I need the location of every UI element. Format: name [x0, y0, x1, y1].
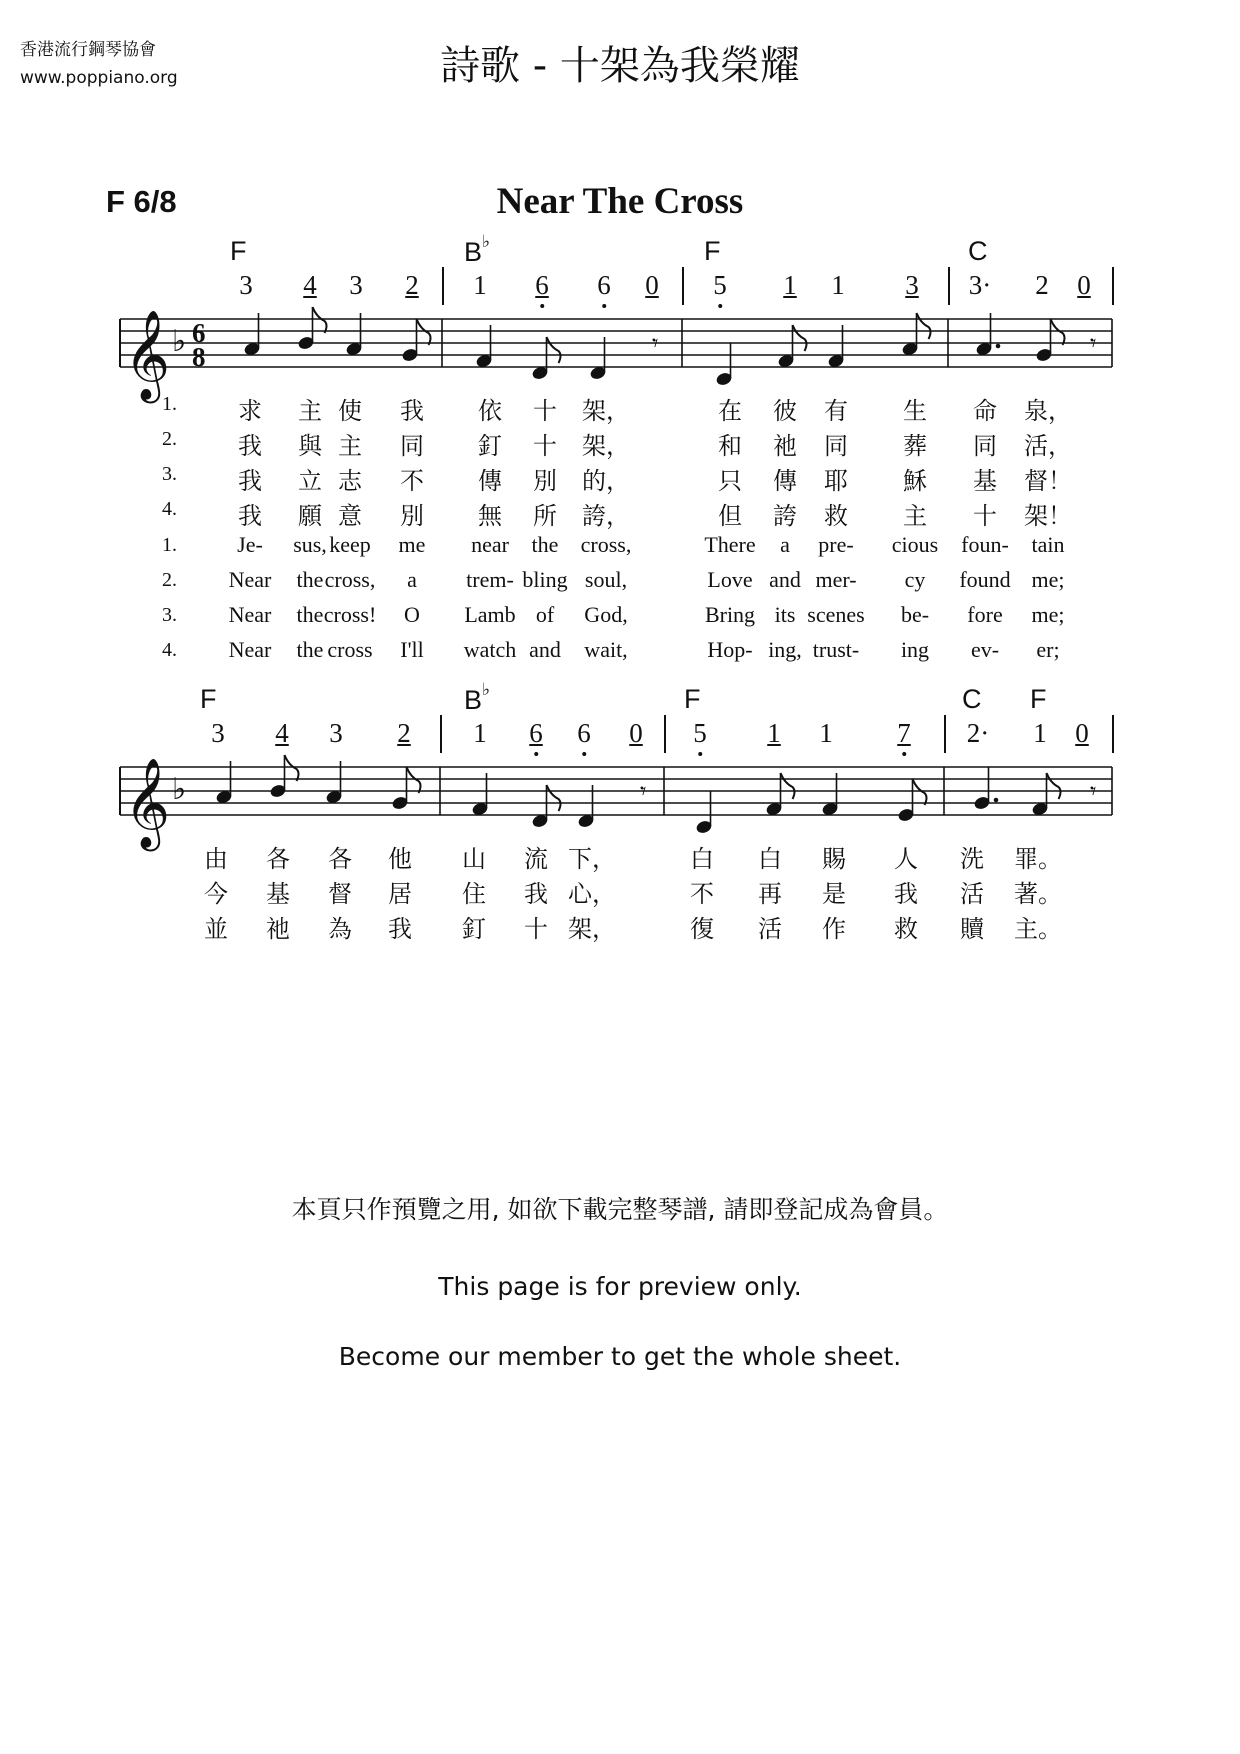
- site-url[interactable]: www.poppiano.org: [20, 68, 178, 88]
- jianpu-digit-text: 5: [693, 718, 707, 748]
- chord-symbol: [968, 236, 988, 267]
- verse-number: 2.: [162, 569, 177, 591]
- lyric-syllable: 求: [238, 397, 262, 425]
- chord-symbol: [962, 684, 982, 715]
- lyric-syllable: 復: [690, 915, 714, 943]
- lyric-syllable: Lamb: [464, 602, 516, 627]
- lyric-syllable: 贖: [960, 915, 984, 943]
- lyric-syllable: 下，: [568, 845, 616, 873]
- lyric-syllable: the: [296, 602, 324, 627]
- verse-number: 1.: [162, 534, 177, 556]
- lyric-syllable: 居: [388, 880, 412, 908]
- lyric-syllable: 泉，: [1024, 397, 1072, 425]
- lyric-syllable: 架，: [582, 397, 630, 425]
- jianpu-digit-text: 1: [1033, 718, 1047, 748]
- lyric-syllable: 釘: [462, 915, 486, 943]
- verse-number: 3.: [162, 604, 177, 626]
- lyric-syllable: 著。: [1014, 880, 1062, 908]
- song-title: Near The Cross: [496, 181, 744, 222]
- lyric-syllable: 祂: [266, 915, 290, 943]
- lyric-syllable: 基: [973, 467, 997, 495]
- lyric-syllable: 他: [388, 845, 412, 873]
- lyric-syllable: 在: [718, 397, 742, 425]
- jianpu-digit-text: 6: [577, 718, 591, 748]
- lyric-syllable: 耶: [824, 467, 848, 495]
- lyric-syllable: 督！: [1024, 467, 1072, 495]
- lyric-syllable: 同: [400, 432, 424, 460]
- treble-clef-icon: 𝄞: [124, 310, 171, 400]
- lyric-syllable: 我: [388, 915, 412, 943]
- lyric-syllable: mer-: [815, 567, 857, 592]
- lyric-syllable: me;: [1031, 602, 1065, 627]
- lyric-syllable: the: [296, 637, 324, 662]
- lyric-syllable: 誇，: [582, 502, 630, 530]
- lyric-syllable: 命: [973, 397, 997, 425]
- eighth-rest: 𝄾: [640, 777, 647, 805]
- lyric-syllable: 不: [400, 467, 424, 495]
- jianpu-digit-text: 4: [303, 270, 317, 300]
- note-flag: [417, 319, 431, 345]
- chord-name: F: [1030, 684, 1047, 714]
- lyric-syllable: 各: [328, 845, 352, 873]
- lyric-syllable: 祂: [773, 432, 797, 460]
- lyric-syllable: 的，: [582, 467, 630, 495]
- verse-number: 1.: [162, 393, 177, 415]
- lyric-syllable: 為: [328, 915, 352, 943]
- lyric-syllable: 立: [298, 467, 322, 495]
- jianpu-digit-text: 5: [713, 270, 727, 300]
- note-flag: [407, 767, 421, 793]
- jianpu-digit-text: 3: [905, 270, 919, 300]
- lyric-syllable: 十: [524, 915, 548, 943]
- lyric-syllable: 架，: [568, 915, 616, 943]
- chord-symbol: [684, 684, 701, 715]
- lyric-syllable: 葬: [903, 432, 927, 460]
- jianpu-digit-text: 0: [1075, 718, 1089, 748]
- chord-symbol: [200, 684, 217, 715]
- lyric-syllable: be-: [900, 602, 930, 627]
- lyric-syllable: 彼: [773, 397, 797, 425]
- jianpu-digit-text: 1: [831, 270, 845, 300]
- note-flag: [1051, 319, 1065, 345]
- lyric-syllable: 活: [960, 880, 984, 908]
- lyric-syllable: a: [407, 567, 417, 592]
- chord-symbol: [464, 680, 491, 716]
- lyric-syllable: 意: [338, 502, 362, 530]
- jianpu-digit-text: 0: [645, 270, 659, 300]
- lyric-syllable: pre-: [818, 532, 854, 557]
- lyric-syllable: 主。: [1014, 915, 1062, 943]
- lyric-syllable: There: [704, 532, 756, 557]
- jianpu-digit-text: 1: [767, 718, 781, 748]
- lyric-syllable: 同: [973, 432, 997, 460]
- lyric-syllable: the: [531, 532, 559, 557]
- flat-sign-icon: ♭: [482, 680, 491, 699]
- lyric-syllable: Love: [707, 567, 753, 592]
- lyric-syllable: and: [529, 637, 561, 662]
- notice-en-line1: This page is for preview only.: [438, 1272, 802, 1301]
- lyric-syllable: 我: [894, 880, 918, 908]
- chord-name: B: [464, 685, 483, 715]
- jianpu-digit-text: 1: [783, 270, 797, 300]
- note-dot: [996, 344, 1001, 349]
- jianpu-digit-text: 3: [211, 718, 225, 748]
- lyric-syllable: a: [780, 532, 790, 557]
- lyric-syllable: 由: [204, 845, 228, 873]
- lyric-syllable: its: [774, 602, 796, 627]
- lyric-syllable: fore: [967, 602, 1003, 627]
- lyric-syllable: cross: [327, 637, 373, 662]
- verse-number: 2.: [162, 428, 177, 450]
- chord-symbol: [464, 232, 491, 268]
- lyric-syllable: 依: [478, 397, 502, 425]
- lyric-syllable: wait,: [584, 637, 628, 662]
- lyric-syllable: me;: [1031, 567, 1065, 592]
- jianpu-digit-text: 2: [1035, 270, 1049, 300]
- lyric-syllable: bling: [522, 567, 568, 592]
- lyric-syllable: 主: [298, 397, 322, 425]
- lyric-syllable: ing,: [768, 637, 802, 662]
- chord-name: C: [962, 684, 982, 714]
- lyric-syllable: 誇: [773, 502, 797, 530]
- chord-name: B: [464, 237, 483, 267]
- lyric-syllable: cross,: [324, 567, 376, 592]
- lyric-syllable: 救: [894, 915, 918, 943]
- lyric-syllable: of: [535, 602, 555, 627]
- lyric-syllable: 與: [298, 432, 322, 460]
- chord-name: F: [704, 236, 721, 266]
- jianpu-digit-text: 2·: [966, 718, 990, 748]
- lyric-syllable: 白: [690, 845, 714, 873]
- lyric-syllable: trust-: [812, 637, 860, 662]
- lyric-syllable: 志: [338, 467, 362, 495]
- lyric-syllable: 主: [903, 502, 927, 530]
- eighth-rest: 𝄾: [1090, 329, 1097, 357]
- lyric-syllable: 活: [758, 915, 782, 943]
- flat-sign-icon: ♭: [172, 772, 187, 807]
- lyric-syllable: 但: [718, 502, 742, 530]
- note-flag: [917, 313, 931, 339]
- lyric-syllable: 我: [238, 432, 262, 460]
- verse-number: 3.: [162, 463, 177, 485]
- note-flag: [913, 779, 927, 805]
- lyric-syllable: ing: [900, 637, 930, 662]
- lyric-syllable: 我: [238, 467, 262, 495]
- lyric-syllable: cross!: [323, 602, 377, 627]
- note-flag: [781, 773, 795, 799]
- lyric-syllable: 各: [266, 845, 290, 873]
- lyric-syllable: 十: [533, 432, 557, 460]
- flat-sign-icon: ♭: [172, 324, 187, 359]
- lyric-syllable: keep: [329, 532, 371, 557]
- jianpu-digit-text: 0: [1077, 270, 1091, 300]
- lyric-syllable: trem-: [466, 567, 514, 592]
- lyric-syllable: 洗: [960, 845, 984, 873]
- lyric-syllable: 再: [758, 880, 782, 908]
- lyric-syllable: 罪。: [1014, 845, 1062, 873]
- lyric-syllable: me: [398, 532, 426, 557]
- lyric-syllable: O: [404, 602, 420, 627]
- lyric-syllable: 同: [824, 432, 848, 460]
- jianpu-digit-text: 3: [329, 718, 343, 748]
- lyric-syllable: Near: [228, 602, 272, 627]
- flat-sign-icon: ♭: [482, 232, 491, 251]
- chord-name: F: [230, 236, 247, 266]
- lyric-syllable: foun-: [961, 532, 1009, 557]
- lyric-syllable: 作: [822, 915, 846, 943]
- notice-cn: 本頁只作預覽之用, 如欲下載完整琴譜, 請即登記成為會員。: [291, 1195, 949, 1224]
- lyric-syllable: Hop-: [707, 637, 753, 662]
- lyric-syllable: 活，: [1024, 432, 1072, 460]
- chord-name: F: [684, 684, 701, 714]
- lyric-syllable: 主: [338, 432, 362, 460]
- lyric-syllable: 不: [690, 880, 714, 908]
- lyric-syllable: 有: [824, 397, 848, 425]
- lyric-syllable: 基: [266, 880, 290, 908]
- lyric-syllable: 穌: [903, 467, 927, 495]
- notice-en-line2: Become our member to get the whole sheet.: [338, 1342, 902, 1371]
- jianpu-digit-text: 6: [597, 270, 611, 300]
- jianpu-digit-text: 7: [897, 718, 911, 748]
- lyric-syllable: I'll: [400, 637, 424, 662]
- verse-number: 4.: [162, 498, 177, 520]
- lyric-syllable: found: [959, 567, 1011, 592]
- treble-clef-icon: 𝄞: [124, 758, 171, 848]
- lyric-syllable: God,: [584, 602, 628, 627]
- jianpu-digit-text: 4: [275, 718, 289, 748]
- lyric-syllable: 我: [238, 502, 262, 530]
- jianpu-digit-text: 3·: [968, 270, 992, 300]
- note-flag: [1047, 773, 1061, 799]
- note-flag: [285, 755, 299, 781]
- lyric-syllable: and: [769, 567, 801, 592]
- note-dot: [994, 798, 999, 803]
- verse-number: 4.: [162, 639, 177, 661]
- lyric-syllable: 心，: [568, 880, 616, 908]
- jianpu-digit-text: 6: [529, 718, 543, 748]
- lyric-syllable: 我: [524, 880, 548, 908]
- lyric-syllable: scenes: [807, 602, 865, 627]
- lyric-syllable: 只: [718, 467, 742, 495]
- lyric-syllable: 是: [822, 880, 846, 908]
- chord-symbol: [704, 236, 721, 267]
- lyric-syllable: 今: [204, 880, 228, 908]
- lyric-syllable: Near: [228, 637, 272, 662]
- lyric-syllable: 白: [758, 845, 782, 873]
- note-flag: [313, 307, 327, 333]
- time-signature-top: 6: [192, 318, 206, 348]
- lyric-syllable: 和: [718, 432, 742, 460]
- chord-symbol: [1030, 684, 1047, 715]
- lyric-syllable: soul,: [584, 567, 628, 592]
- lyric-syllable: 我: [400, 397, 424, 425]
- lyric-syllable: 別: [400, 502, 424, 530]
- lyric-syllable: 住: [462, 880, 486, 908]
- lyric-syllable: 十: [973, 502, 997, 530]
- jianpu-digit-text: 2: [397, 718, 411, 748]
- lyric-syllable: er;: [1036, 637, 1060, 662]
- lyric-syllable: 流: [524, 845, 548, 873]
- lyric-syllable: cious: [891, 532, 939, 557]
- key-signature: F 6/8: [106, 184, 177, 219]
- lyric-syllable: near: [471, 532, 509, 557]
- jianpu-digit-text: 2: [405, 270, 419, 300]
- chord-symbol: [230, 236, 247, 267]
- note-flag: [547, 785, 561, 811]
- jianpu-digit-text: 1: [473, 718, 487, 748]
- lyric-syllable: 人: [894, 845, 918, 873]
- lyric-syllable: 傳: [773, 467, 797, 495]
- time-signature-bottom: 8: [192, 342, 206, 372]
- eighth-rest: 𝄾: [652, 329, 659, 357]
- lyric-syllable: 釘: [478, 432, 502, 460]
- lyric-syllable: 督: [328, 880, 352, 908]
- lyric-syllable: 十: [533, 397, 557, 425]
- jianpu-digit-text: 0: [629, 718, 643, 748]
- lyric-syllable: cross,: [580, 532, 632, 557]
- lyric-syllable: tain: [1031, 532, 1065, 557]
- lyric-syllable: 賜: [822, 845, 846, 873]
- lyric-syllable: 生: [903, 397, 927, 425]
- lyric-syllable: 救: [824, 502, 848, 530]
- lyric-syllable: 無: [478, 502, 502, 530]
- lyric-syllable: 所: [533, 502, 557, 530]
- lyric-syllable: 架！: [1024, 502, 1072, 530]
- lyric-syllable: 使: [338, 397, 362, 425]
- lyric-syllable: 山: [462, 845, 486, 873]
- note-flag: [793, 325, 807, 351]
- lyric-syllable: the: [296, 567, 324, 592]
- lyric-syllable: 別: [533, 467, 557, 495]
- jianpu-digit-text: 3: [239, 270, 253, 300]
- lyric-syllable: Near: [228, 567, 272, 592]
- lyric-syllable: ev-: [970, 637, 1000, 662]
- lyric-syllable: 並: [204, 915, 228, 943]
- lyric-syllable: watch: [463, 637, 517, 662]
- site-name: 香港流行鋼琴協會: [20, 40, 156, 60]
- lyric-syllable: 架，: [582, 432, 630, 460]
- lyric-syllable: 願: [298, 502, 322, 530]
- lyric-syllable: sus,: [293, 532, 327, 557]
- lyric-syllable: 傳: [478, 467, 502, 495]
- chord-name: C: [968, 236, 988, 266]
- lyric-syllable: Bring: [704, 602, 756, 627]
- lyric-syllable: cy: [904, 567, 926, 592]
- jianpu-digit-text: 3: [349, 270, 363, 300]
- chord-name: F: [200, 684, 217, 714]
- eighth-rest: 𝄾: [1090, 777, 1097, 805]
- jianpu-digit-text: 1: [819, 718, 833, 748]
- jianpu-digit-text: 1: [473, 270, 487, 300]
- jianpu-digit-text: 6: [535, 270, 549, 300]
- note-flag: [547, 337, 561, 363]
- lyric-syllable: Je-: [237, 532, 263, 557]
- page-title: 詩歌 - 十架為我榮耀: [440, 43, 800, 89]
